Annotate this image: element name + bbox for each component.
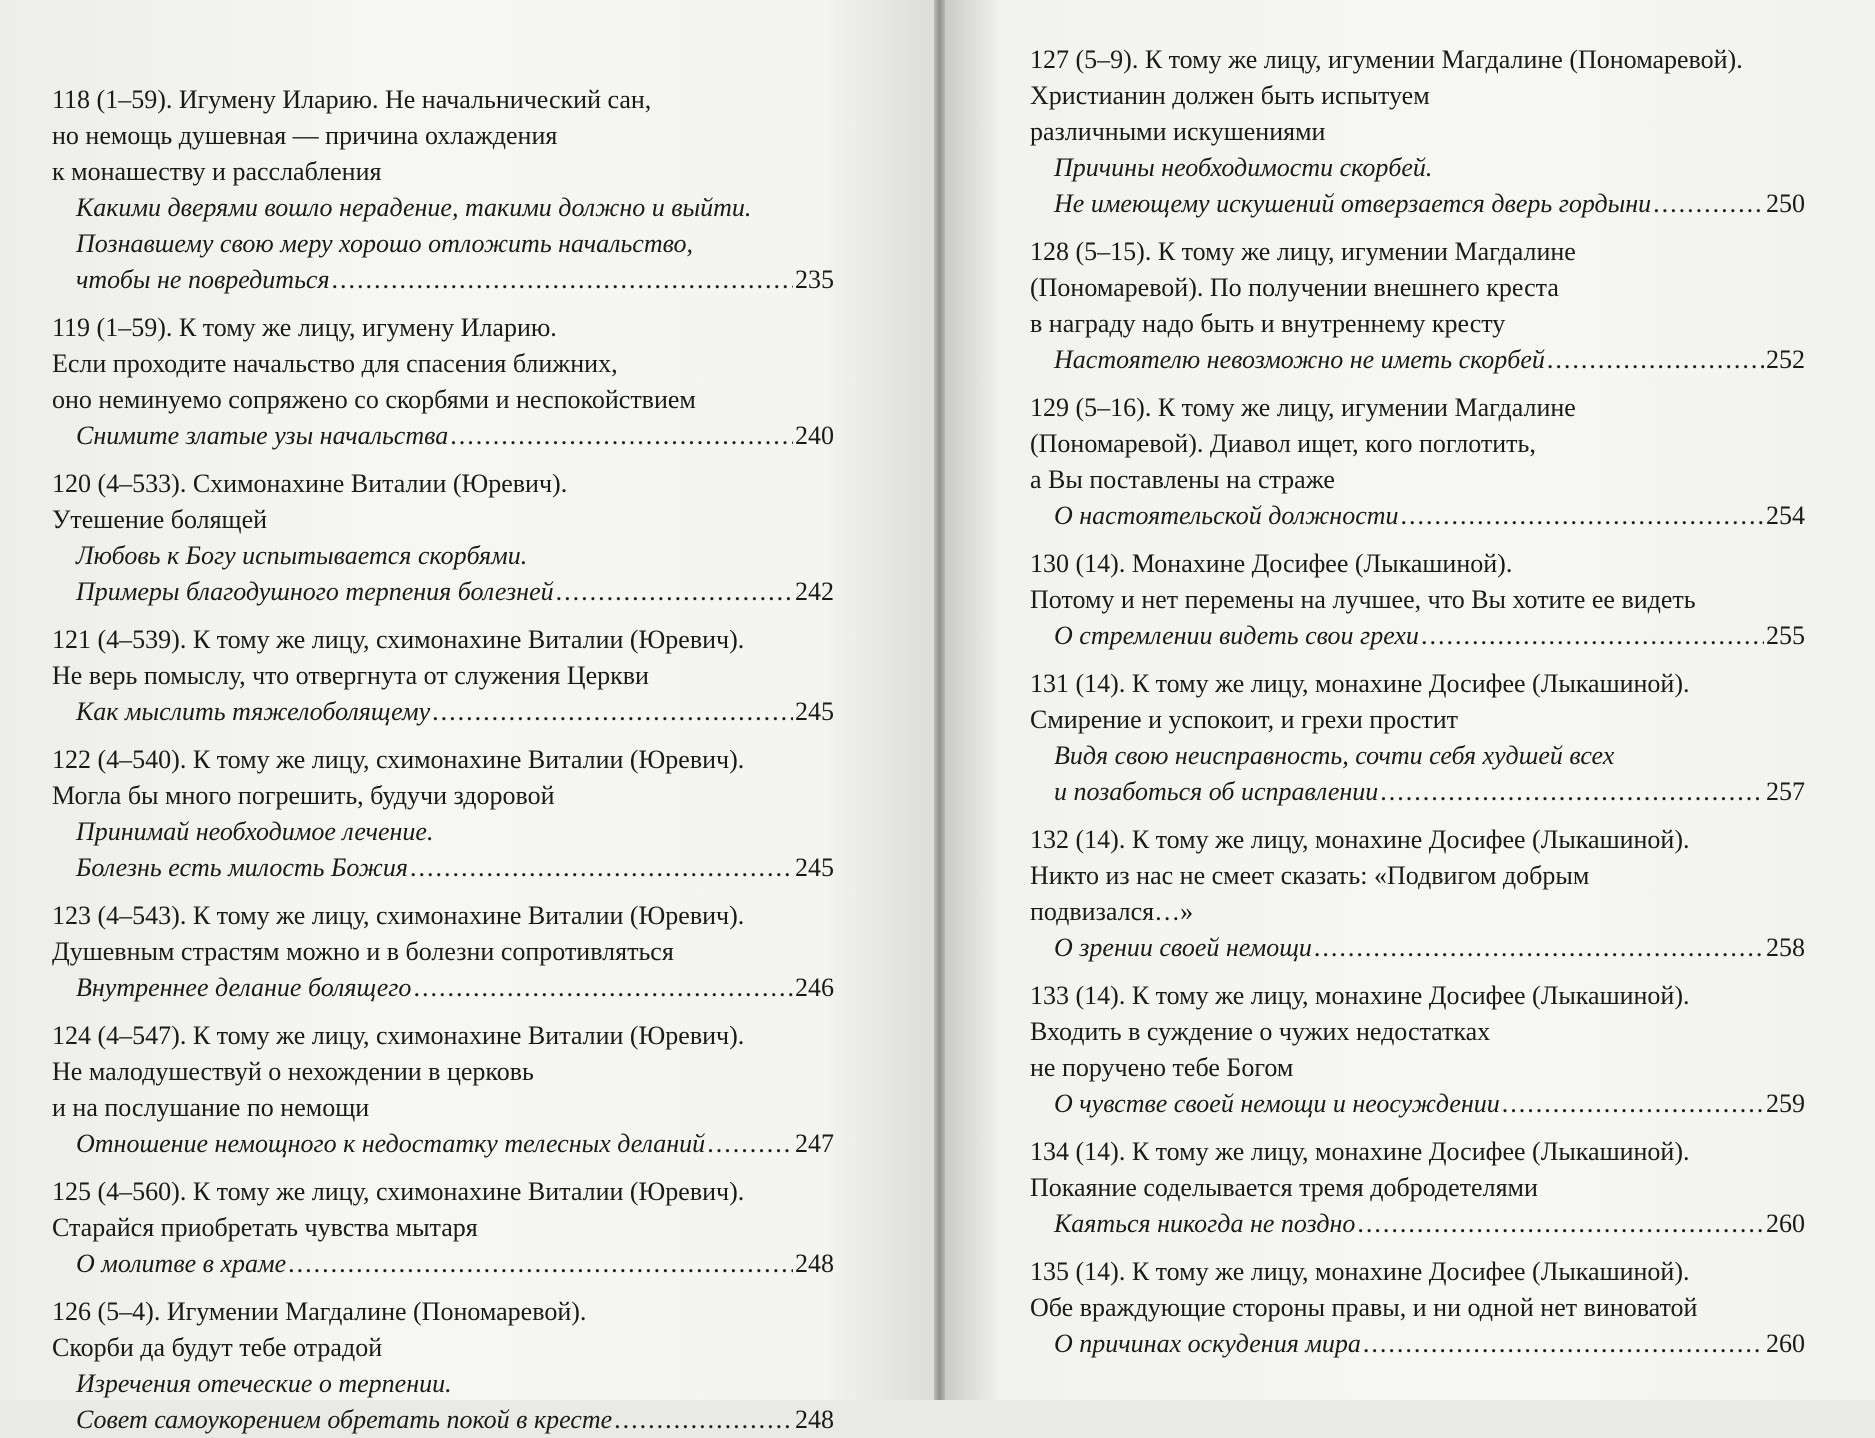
dot-leader <box>288 1246 793 1282</box>
toc-entry-row <box>1054 774 1805 810</box>
toc-letter <box>52 310 834 454</box>
subtopic-line: О стремлении видеть свои грехи <box>1054 621 1419 650</box>
letter-subtopics <box>52 1126 834 1162</box>
toc-letter <box>52 82 834 298</box>
page-number: 235 <box>795 265 834 294</box>
subtopic-line: Как мыслить тяжелоболящему <box>76 697 431 726</box>
heading-line: оно неминуемо сопряжено со скорбями и неспокойствием <box>52 385 696 414</box>
letter-heading <box>1030 234 1805 342</box>
heading-line: (Пономаревой). По получении внешнего креста <box>1030 273 1559 302</box>
heading-line: 126 (5–4). Игумении Магдалине (Пономаревой). <box>52 1297 587 1326</box>
subtopic-line: Отношение немощного к недостатку телесных деланий <box>76 1129 706 1158</box>
dot-leader <box>707 1126 793 1162</box>
letter-subtopics <box>52 814 834 886</box>
subtopic-line: Видя свою неисправность, сочти себя худшей всех <box>1054 741 1615 770</box>
heading-line: 129 (5–16). К тому же лицу, игумении Магдалине <box>1030 393 1576 422</box>
toc-left <box>52 82 834 1438</box>
toc-letter <box>1030 978 1805 1122</box>
subtopic-line: Снимите златые узы начальства <box>76 421 449 450</box>
letter-subtopics <box>52 970 834 1006</box>
heading-line: 124 (4–547). К тому же лицу, схимонахине Виталии (Юревич). <box>52 1021 745 1050</box>
subtopic-line: и позаботься об исправлении <box>1054 777 1379 806</box>
dot-leader <box>432 694 793 730</box>
subtopic-line: Причины необходимости скорбей. <box>1054 153 1433 182</box>
subtopic-line: Познавшему свою меру хорошо отложить начальство, <box>76 229 694 258</box>
toc-letter <box>52 742 834 886</box>
heading-line: подвизался…» <box>1030 897 1194 926</box>
toc-entry-row <box>1054 1326 1805 1362</box>
page-number: 245 <box>795 697 834 726</box>
letter-heading <box>1030 978 1805 1086</box>
heading-line: Входить в суждение о чужих недостатках <box>1030 1017 1491 1046</box>
subtopic-line: Примеры благодушного терпения болезней <box>76 577 554 606</box>
dot-leader <box>1421 618 1764 654</box>
subtopic-line: Какими дверями вошло нерадение, такими должно и выйти. <box>76 193 752 222</box>
toc-entry-row <box>1054 1206 1805 1242</box>
dot-leader <box>450 418 793 454</box>
page-number: 260 <box>1766 1209 1805 1238</box>
letter-subtopics <box>1030 150 1805 222</box>
page-number: 248 <box>795 1405 834 1434</box>
page-number: 246 <box>795 973 834 1002</box>
page-number: 258 <box>1766 933 1805 962</box>
heading-line: к монашеству и расслабления <box>52 157 382 186</box>
letter-subtopics <box>52 1246 834 1282</box>
dot-leader <box>1653 186 1764 222</box>
heading-line: различными искушениями <box>1030 117 1326 146</box>
subtopic-line: О причинах оскудения мира <box>1054 1329 1361 1358</box>
letter-subtopics <box>1030 1326 1805 1362</box>
toc-entry-row <box>1054 1086 1805 1122</box>
toc-entry-row <box>1054 618 1805 654</box>
heading-line: Утешение болящей <box>52 505 268 534</box>
letter-subtopics <box>52 694 834 730</box>
page-number: 259 <box>1766 1089 1805 1118</box>
toc-letter <box>1030 234 1805 378</box>
heading-line: 132 (14). К тому же лицу, монахине Досифее (Лыкашиной). <box>1030 825 1690 854</box>
page-number: 257 <box>1766 777 1805 806</box>
subtopic-line: Принимай необходимое лечение. <box>76 817 434 846</box>
toc-letter <box>1030 42 1805 222</box>
heading-line: 128 (5–15). К тому же лицу, игумении Магдалине <box>1030 237 1576 266</box>
heading-line: 119 (1–59). К тому же лицу, игумену Иларию. <box>52 313 557 342</box>
toc-entry-row <box>76 1126 834 1162</box>
toc-letter <box>1030 546 1805 654</box>
heading-line: Обе враждующие стороны правы, и ни одной нет виноватой <box>1030 1293 1698 1322</box>
page-number: 240 <box>795 421 834 450</box>
heading-line: (Пономаревой). Диавол ищет, кого поглотить, <box>1030 429 1536 458</box>
dot-leader <box>332 262 793 298</box>
page-number: 247 <box>795 1129 834 1158</box>
subtopic-line: Внутреннее делание болящего <box>76 973 412 1002</box>
subtopic-line: О зрении своей немощи <box>1054 933 1312 962</box>
toc-letter <box>1030 1134 1805 1242</box>
heading-line: Никто из нас не смеет сказать: «Подвигом добрым <box>1030 861 1590 890</box>
subtopic-line: Любовь к Богу испытывается скорбями. <box>76 541 528 570</box>
subtopic-line: О настоятельской должности <box>1054 501 1399 530</box>
subtopic-line: чтобы не повредиться <box>76 265 330 294</box>
letter-subtopics <box>1030 342 1805 378</box>
letter-subtopics <box>1030 618 1805 654</box>
letter-subtopics <box>1030 1206 1805 1242</box>
heading-line: 120 (4–533). Схимонахине Виталии (Юревич). <box>52 469 568 498</box>
page-number: 252 <box>1766 345 1805 374</box>
toc-letter <box>1030 390 1805 534</box>
dot-leader <box>1357 1206 1764 1242</box>
letter-heading <box>52 622 834 694</box>
heading-line: Скорби да будут тебе отрадой <box>52 1333 383 1362</box>
dot-leader <box>413 970 793 1006</box>
letter-heading <box>1030 42 1805 150</box>
toc-letter <box>52 1294 834 1438</box>
page-number: 248 <box>795 1249 834 1278</box>
heading-line: 133 (14). К тому же лицу, монахине Досифее (Лыкашиной). <box>1030 981 1690 1010</box>
heading-line: а Вы поставлены на страже <box>1030 465 1335 494</box>
toc-entry-row <box>1054 186 1805 222</box>
toc-right <box>1030 42 1805 1362</box>
heading-line: Покаяние соделывается тремя добродетелями <box>1030 1173 1538 1202</box>
letter-subtopics <box>52 190 834 298</box>
toc-entry-row <box>76 850 834 886</box>
subtopic-line: Каяться никогда не поздно <box>1054 1209 1356 1238</box>
letter-heading <box>1030 1254 1805 1326</box>
page-number: 250 <box>1766 189 1805 218</box>
heading-line: 134 (14). К тому же лицу, монахине Досифее (Лыкашиной). <box>1030 1137 1690 1166</box>
dot-leader <box>410 850 793 886</box>
letter-heading <box>52 742 834 814</box>
letter-subtopics <box>1030 498 1805 534</box>
letter-subtopics <box>52 418 834 454</box>
toc-letter <box>52 1018 834 1162</box>
toc-entry-row <box>76 1402 834 1438</box>
toc-letter <box>52 898 834 1006</box>
letter-subtopics <box>1030 738 1805 810</box>
toc-letter <box>1030 822 1805 966</box>
subtopic-line: Изречения отеческие о терпении. <box>76 1369 452 1398</box>
heading-line: 122 (4–540). К тому же лицу, схимонахине Виталии (Юревич). <box>52 745 745 774</box>
subtopic-line: Не имеющему искушений отверзается дверь гордыни <box>1054 189 1652 218</box>
letter-heading <box>52 82 834 190</box>
subtopic-line: О чувстве своей немощи и неосуждении <box>1054 1089 1500 1118</box>
heading-line: Не малодушествуй о нехождении в церковь <box>52 1057 534 1086</box>
heading-line: Если проходите начальство для спасения ближних, <box>52 349 618 378</box>
heading-line: и на послушание по немощи <box>52 1093 370 1122</box>
letter-heading <box>1030 390 1805 498</box>
subtopic-line: Болезнь есть милость Божия <box>76 853 408 882</box>
heading-line: Потому и нет перемены на лучшее, что Вы хотите ее видеть <box>1030 585 1696 614</box>
toc-letter <box>52 622 834 730</box>
heading-line: Не верь помыслу, что отвергнута от служения Церкви <box>52 661 649 690</box>
heading-line: 121 (4–539). К тому же лицу, схимонахине Виталии (Юревич). <box>52 625 745 654</box>
page-number: 245 <box>795 853 834 882</box>
dot-leader <box>1547 342 1764 378</box>
toc-entry-row <box>1054 498 1805 534</box>
heading-line: 131 (14). К тому же лицу, монахине Досифее (Лыкашиной). <box>1030 669 1690 698</box>
heading-line: 127 (5–9). К тому же лицу, игумении Магдалине (Пономаревой). <box>1030 45 1743 74</box>
dot-leader <box>1401 498 1764 534</box>
dot-leader <box>1502 1086 1764 1122</box>
letter-heading <box>1030 1134 1805 1206</box>
page-number: 255 <box>1766 621 1805 650</box>
letter-subtopics <box>1030 930 1805 966</box>
heading-line: 125 (4–560). К тому же лицу, схимонахине Виталии (Юревич). <box>52 1177 745 1206</box>
toc-entry-row <box>76 262 834 298</box>
heading-line: не поручено тебе Богом <box>1030 1053 1294 1082</box>
letter-subtopics <box>52 538 834 610</box>
letter-subtopics <box>52 1366 834 1438</box>
page-number: 254 <box>1766 501 1805 530</box>
letter-heading <box>52 1018 834 1126</box>
subtopic-line: Совет самоукорением обретать покой в кресте <box>76 1405 613 1434</box>
heading-line: Душевным страстям можно и в болезни сопротивляться <box>52 937 674 966</box>
heading-line: 123 (4–543). К тому же лицу, схимонахине Виталии (Юревич). <box>52 901 745 930</box>
heading-line: Старайся приобретать чувства мытаря <box>52 1213 478 1242</box>
heading-line: Смирение и успокоит, и грехи простит <box>1030 705 1459 734</box>
book-gutter <box>934 0 945 1400</box>
letter-heading <box>1030 546 1805 618</box>
letter-heading <box>52 310 834 418</box>
dot-leader <box>614 1402 793 1438</box>
dot-leader <box>1363 1326 1764 1362</box>
toc-letter <box>1030 666 1805 810</box>
toc-letter <box>52 1174 834 1282</box>
toc-letter <box>1030 1254 1805 1362</box>
letter-heading <box>52 1294 834 1366</box>
heading-line: Христианин должен быть испытуем <box>1030 81 1430 110</box>
toc-entry-row <box>1054 342 1805 378</box>
right-page <box>945 0 1875 1400</box>
dot-leader <box>1314 930 1764 966</box>
toc-entry-row <box>76 694 834 730</box>
left-page <box>0 0 934 1434</box>
page-number: 260 <box>1766 1329 1805 1358</box>
subtopic-line: О молитве в храме <box>76 1249 287 1278</box>
page-number: 242 <box>795 577 834 606</box>
toc-entry-row <box>76 970 834 1006</box>
dot-leader <box>556 574 793 610</box>
letter-heading <box>52 466 834 538</box>
subtopic-line: Настоятелю невозможно не иметь скорбей <box>1054 345 1545 374</box>
toc-letter <box>52 466 834 610</box>
heading-line: 118 (1–59). Игумену Иларию. Не начальнический сан, <box>52 85 652 114</box>
letter-heading <box>1030 666 1805 738</box>
letter-subtopics <box>1030 1086 1805 1122</box>
letter-heading <box>52 898 834 970</box>
heading-line: 135 (14). К тому же лицу, монахине Досифее (Лыкашиной). <box>1030 1257 1690 1286</box>
heading-line: но немощь душевная — причина охлаждения <box>52 121 558 150</box>
toc-entry-row <box>76 418 834 454</box>
heading-line: в награду надо быть и внутреннему кресту <box>1030 309 1506 338</box>
toc-entry-row <box>76 574 834 610</box>
heading-line: 130 (14). Монахине Досифее (Лыкашиной). <box>1030 549 1513 578</box>
dot-leader <box>1380 774 1764 810</box>
letter-heading <box>52 1174 834 1246</box>
toc-entry-row <box>1054 930 1805 966</box>
heading-line: Могла бы много погрешить, будучи здоровой <box>52 781 555 810</box>
toc-entry-row <box>76 1246 834 1282</box>
letter-heading <box>1030 822 1805 930</box>
